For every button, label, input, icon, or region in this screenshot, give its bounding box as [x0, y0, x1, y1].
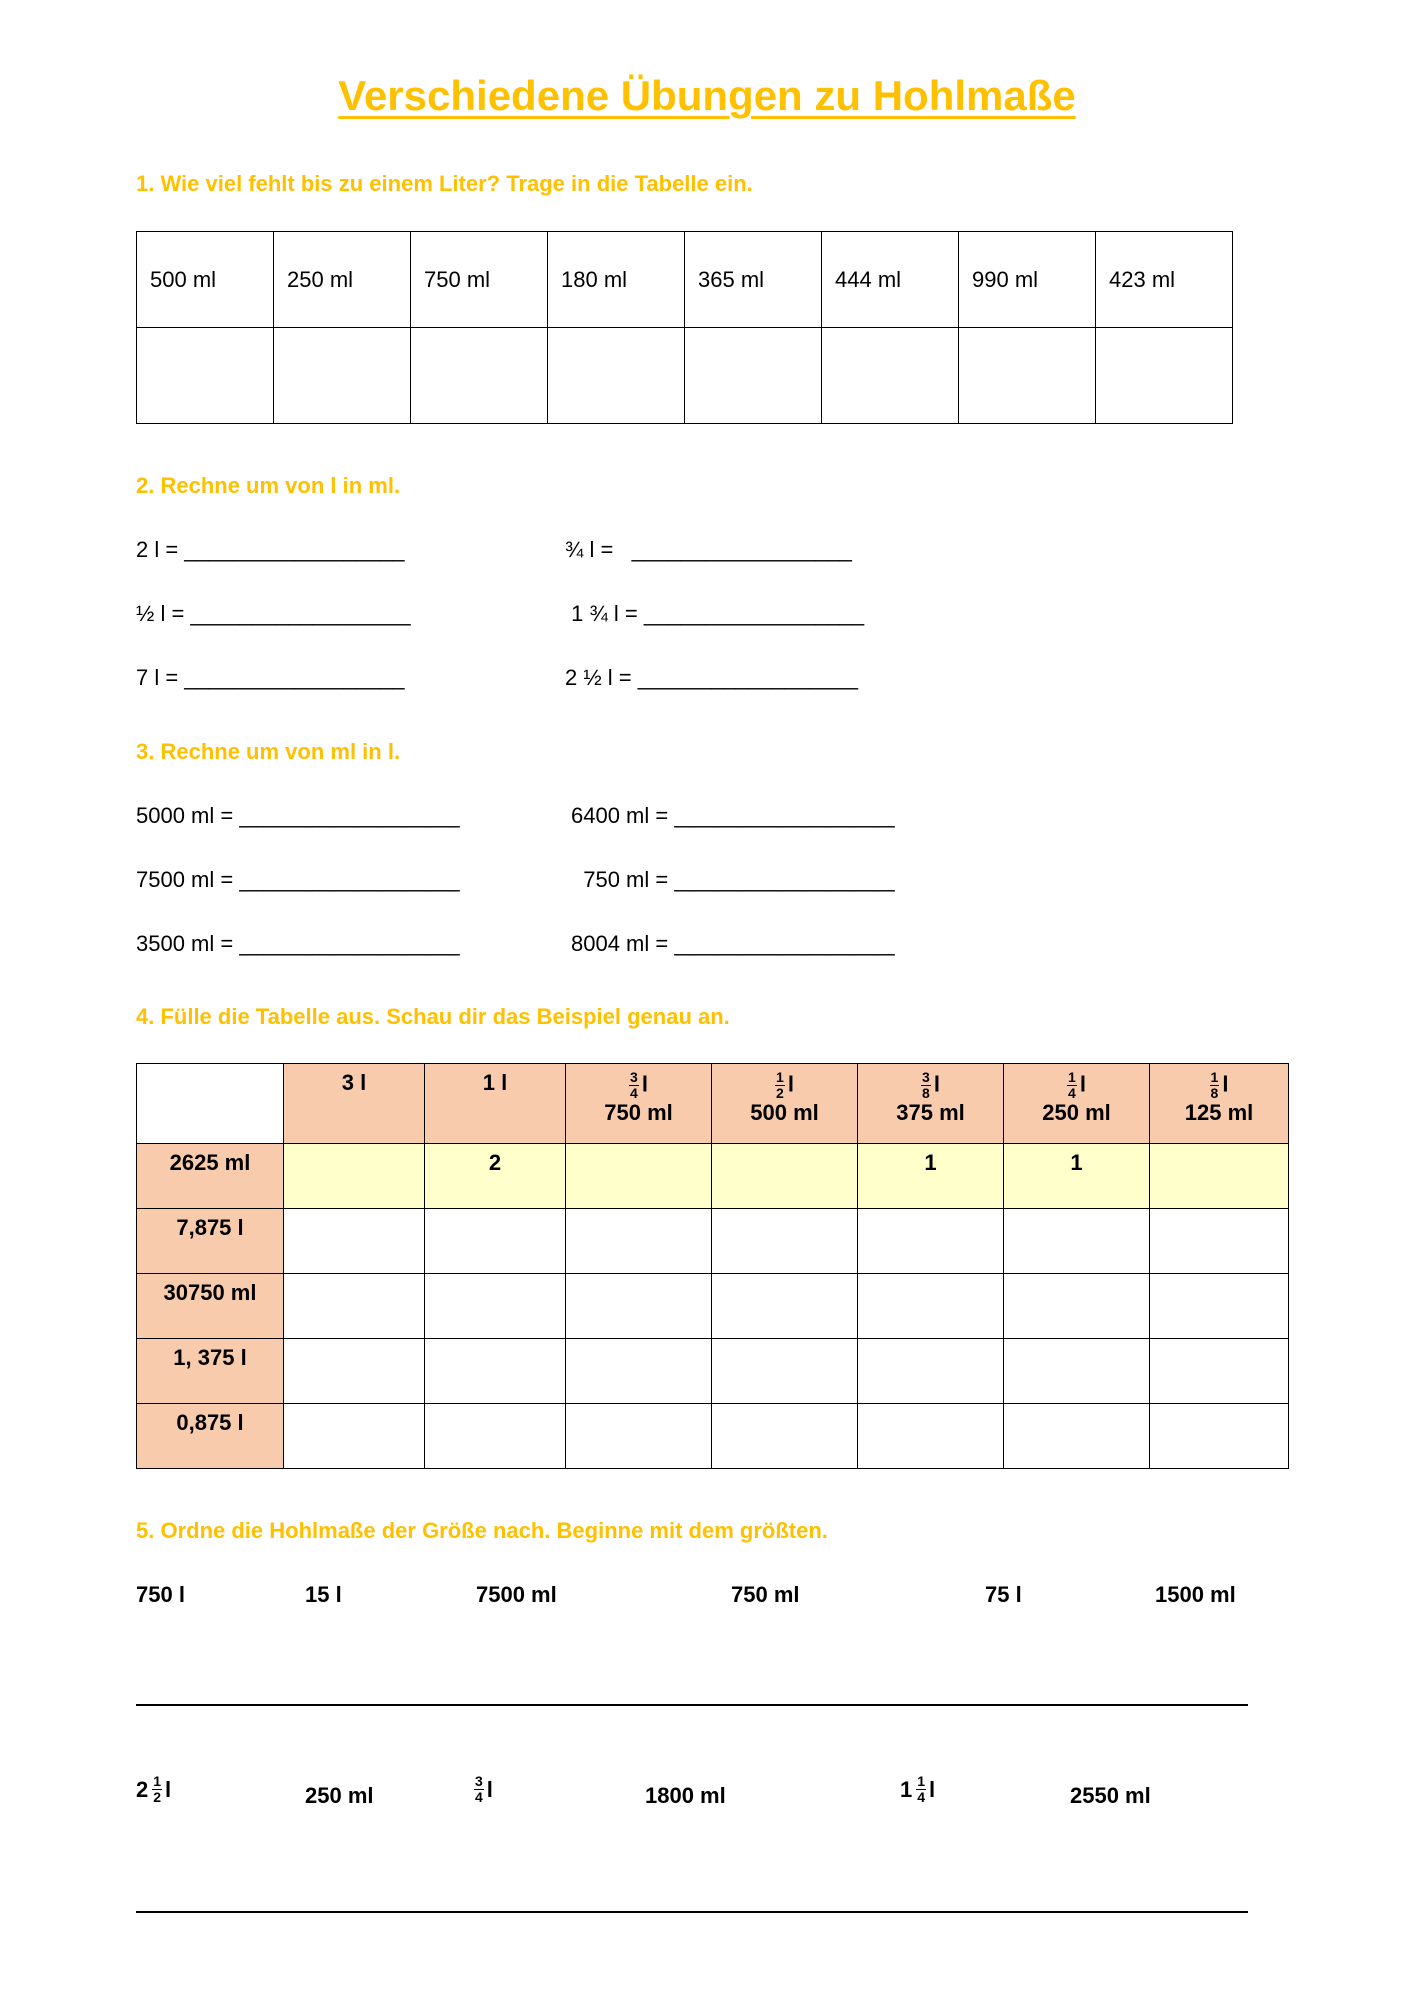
- exercise-line[interactable]: 1 ¾ l = __________________: [565, 601, 865, 626]
- table-row: [137, 1144, 1289, 1209]
- measure-item: 2550 ml: [1070, 1783, 1151, 1808]
- task5-heading: 5. Ordne die Hohlmaße der Größe nach. Beginne mit dem größten.: [136, 1518, 828, 1543]
- measure-item: 15 l: [305, 1582, 342, 1607]
- table-cell: 250 ml: [274, 232, 411, 328]
- answer-cell[interactable]: [712, 1209, 858, 1274]
- page-title: Verschiedene Übungen zu Hohlmaße: [338, 72, 1076, 119]
- table-row: [137, 1209, 1289, 1274]
- measure-item: 750 ml: [731, 1582, 800, 1607]
- task1-table: [136, 231, 1233, 424]
- table-cell: [284, 1144, 425, 1209]
- fraction: $\frac{3}{4}$: [475, 1773, 483, 1805]
- task4-heading: 4. Fülle die Tabelle aus. Schau dir das Beispiel genau an.: [136, 1004, 730, 1029]
- exercise-line[interactable]: ½ l = __________________: [136, 601, 411, 626]
- exercise-line[interactable]: 2 ½ l = __________________: [565, 665, 859, 690]
- exercise-line[interactable]: ¾ l = __________________: [565, 537, 852, 562]
- answer-cell[interactable]: [858, 1209, 1004, 1274]
- table-header-row: [137, 1064, 1289, 1144]
- answer-cell[interactable]: [284, 1274, 425, 1339]
- answer-cell[interactable]: [1150, 1274, 1289, 1339]
- corner-cell: [137, 1064, 284, 1144]
- table-cell: 750 ml: [411, 232, 548, 328]
- header-cell: 1 l: [425, 1064, 566, 1144]
- table-row: [137, 232, 1233, 328]
- answer-cell[interactable]: [858, 1404, 1004, 1469]
- answer-cell[interactable]: [566, 1404, 712, 1469]
- task1-heading: 1. Wie viel fehlt bis zu einem Liter? Trage in die Tabelle ein.: [136, 171, 753, 196]
- exercise-line[interactable]: 8004 ml = __________________: [571, 931, 895, 956]
- table-cell: 990 ml: [959, 232, 1096, 328]
- answer-cell[interactable]: [1004, 1274, 1150, 1339]
- exercise-line[interactable]: 5000 ml = __________________: [136, 803, 460, 828]
- task2-heading: 2. Rechne um von l in ml.: [136, 473, 401, 498]
- table-cell: 1: [858, 1144, 1004, 1209]
- answer-line[interactable]: [136, 1704, 1248, 1706]
- table-cell: 180 ml: [548, 232, 685, 328]
- table-row: [137, 328, 1233, 424]
- answer-cell[interactable]: [1150, 1209, 1289, 1274]
- answer-cell[interactable]: [712, 1274, 858, 1339]
- table-row: [137, 1404, 1289, 1469]
- measure-item: 250 ml: [305, 1783, 374, 1808]
- fraction: $\frac{1}{2}$: [776, 1069, 784, 1101]
- answer-cell[interactable]: [1150, 1339, 1289, 1404]
- answer-cell[interactable]: [566, 1209, 712, 1274]
- answer-cell[interactable]: [1096, 328, 1233, 424]
- answer-cell[interactable]: [425, 1209, 566, 1274]
- header-cell: $\frac{3}{8}$ l 375 ml: [858, 1064, 1004, 1144]
- answer-cell[interactable]: [822, 328, 959, 424]
- row-header-cell: 30750 ml: [137, 1274, 284, 1339]
- fraction: $\frac{1}{2}$: [153, 1773, 162, 1805]
- task4-table: [136, 1063, 1289, 1469]
- table-cell: [566, 1144, 712, 1209]
- exercise-line[interactable]: 7 l = __________________: [136, 665, 405, 690]
- answer-cell[interactable]: [858, 1339, 1004, 1404]
- answer-cell[interactable]: [1004, 1209, 1150, 1274]
- header-cell: $\frac{1}{8}$ l 125 ml: [1150, 1064, 1289, 1144]
- exercise-line[interactable]: 750 ml = __________________: [571, 867, 895, 892]
- fraction: $\frac{1}{4}$: [917, 1773, 926, 1805]
- answer-cell[interactable]: [1150, 1404, 1289, 1469]
- fraction: $\frac{3}{4}$: [630, 1069, 638, 1101]
- table-row: [137, 1339, 1289, 1404]
- answer-cell[interactable]: [712, 1404, 858, 1469]
- fraction: $\frac{1}{4}$: [1068, 1069, 1076, 1101]
- table-cell: 500 ml: [137, 232, 274, 328]
- answer-cell[interactable]: [712, 1339, 858, 1404]
- answer-cell[interactable]: [425, 1274, 566, 1339]
- table-cell: 365 ml: [685, 232, 822, 328]
- row-header-cell: 2625 ml: [137, 1144, 284, 1209]
- fraction: $\frac{1}{8}$: [1210, 1069, 1219, 1101]
- measure-item: 1800 ml: [645, 1783, 726, 1808]
- measure-item: 750 l: [136, 1582, 185, 1607]
- answer-line[interactable]: [136, 1911, 1248, 1913]
- row-header-cell: 7,875 l: [137, 1209, 284, 1274]
- answer-cell[interactable]: [284, 1339, 425, 1404]
- task3-heading: 3. Rechne um von ml in l.: [136, 739, 401, 764]
- row-header-cell: 1, 375 l: [137, 1339, 284, 1404]
- header-cell: $\frac{1}{4}$ l 250 ml: [1004, 1064, 1150, 1144]
- answer-cell[interactable]: [137, 328, 274, 424]
- measure-item: 1 $\frac{1}{4}$ l: [900, 1773, 936, 1805]
- answer-cell[interactable]: [1004, 1339, 1150, 1404]
- measure-item: 75 l: [985, 1582, 1022, 1607]
- table-cell: 423 ml: [1096, 232, 1233, 328]
- answer-cell[interactable]: [284, 1404, 425, 1469]
- answer-cell[interactable]: [1004, 1404, 1150, 1469]
- exercise-line[interactable]: 6400 ml = __________________: [571, 803, 895, 828]
- measure-item: 2 $\frac{1}{2}$ l: [136, 1773, 172, 1805]
- answer-cell[interactable]: [274, 328, 411, 424]
- table-cell: 1: [1004, 1144, 1150, 1209]
- measure-item: 7500 ml: [476, 1582, 557, 1607]
- fraction: $\frac{3}{8}$: [922, 1069, 930, 1101]
- exercise-line[interactable]: 2 l = __________________: [136, 537, 405, 562]
- answer-cell[interactable]: [411, 328, 548, 424]
- table-cell: 2: [425, 1144, 566, 1209]
- row-header-cell: 0,875 l: [137, 1404, 284, 1469]
- header-cell: 3 l: [284, 1064, 425, 1144]
- answer-cell[interactable]: [425, 1339, 566, 1404]
- exercise-line[interactable]: 7500 ml = __________________: [136, 867, 460, 892]
- table-cell: [712, 1144, 858, 1209]
- header-cell: $\frac{3}{4}$ l 750 ml: [566, 1064, 712, 1144]
- answer-cell[interactable]: [548, 328, 685, 424]
- table-cell: [1150, 1144, 1289, 1209]
- answer-cell[interactable]: [425, 1404, 566, 1469]
- measure-item: $\frac{3}{4}$ l: [475, 1773, 493, 1805]
- answer-cell[interactable]: [858, 1274, 1004, 1339]
- answer-cell[interactable]: [685, 328, 822, 424]
- table-cell: 444 ml: [822, 232, 959, 328]
- answer-cell[interactable]: [566, 1274, 712, 1339]
- answer-cell[interactable]: [284, 1209, 425, 1274]
- answer-cell[interactable]: [566, 1339, 712, 1404]
- measure-item: 1500 ml: [1155, 1582, 1236, 1607]
- answer-cell[interactable]: [959, 328, 1096, 424]
- table-row: [137, 1274, 1289, 1339]
- exercise-line[interactable]: 3500 ml = __________________: [136, 931, 460, 956]
- header-cell: $\frac{1}{2}$ l 500 ml: [712, 1064, 858, 1144]
